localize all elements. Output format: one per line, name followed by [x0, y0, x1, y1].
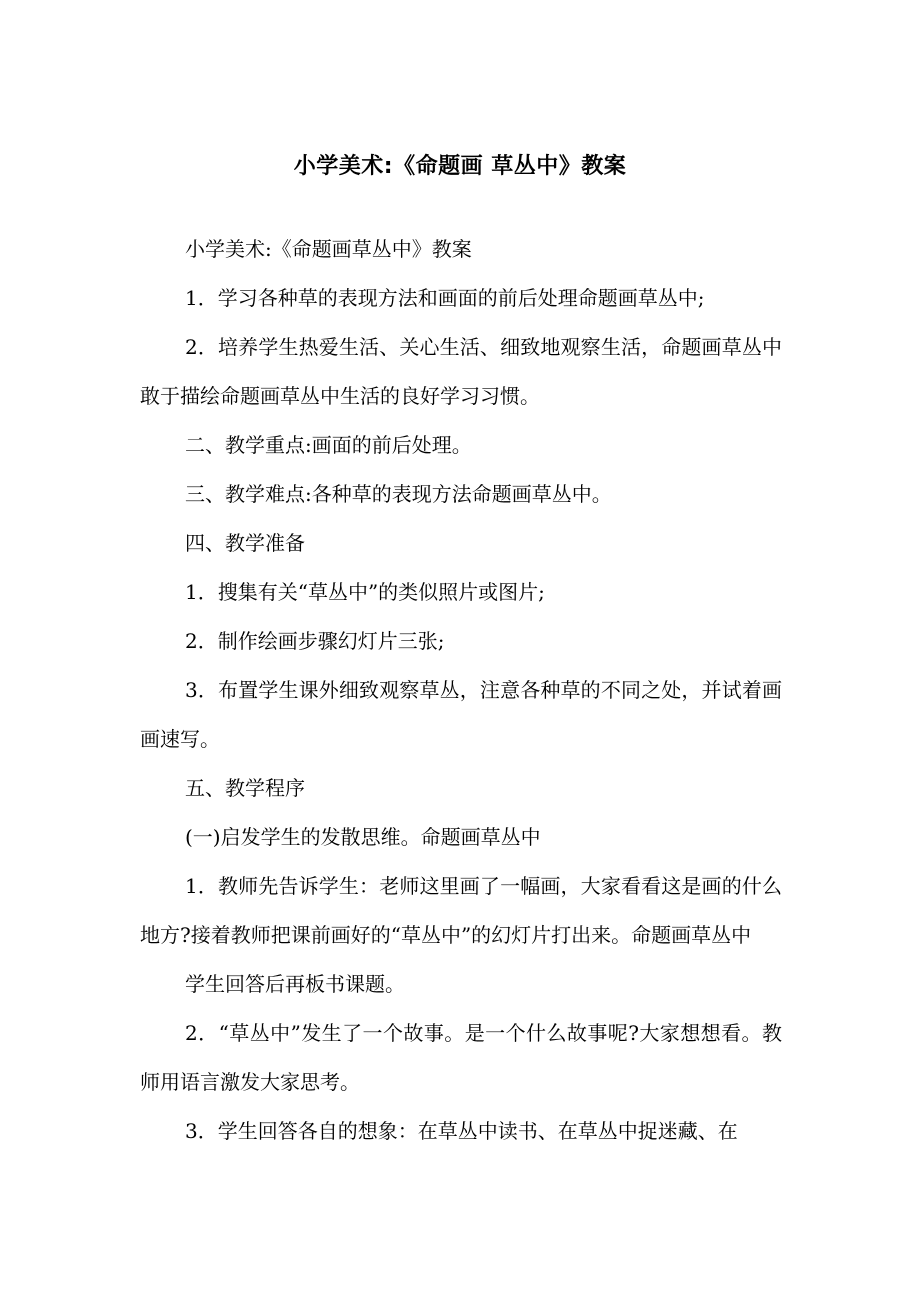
paragraph: 2．制作绘画步骤幻灯片三张;	[185, 629, 445, 653]
paragraph: 小学美术:《命题画草丛中》教案	[185, 237, 472, 261]
paragraph: 1．学习各种草的表现方法和画面的前后处理命题画草丛中;	[185, 286, 705, 310]
paragraph: 五、教学程序	[185, 776, 305, 800]
paragraph: 3．布置学生课外细致观察草丛，注意各种草的不同之处，并试着画画速写。	[140, 678, 782, 751]
paragraph: (一)启发学生的发散思维。命题画草丛中	[185, 825, 541, 849]
paragraph: 1．教师先告诉学生：老师这里画了一幅画，大家看看这是画的什么地方?接着教师把课前画好的“草丛中”的幻灯片打出来。命题画草丛中	[140, 874, 782, 947]
paragraph: 2．培养学生热爱生活、关心生活、细致地观察生活，命题画草丛中敢于描绘命题画草丛中生活的良好学习习惯。	[140, 335, 782, 408]
document-body	[140, 225, 782, 1156]
paragraph: 1．搜集有关“草丛中”的类似照片或图片;	[185, 580, 545, 604]
paragraph: 学生回答后再板书课题。	[185, 972, 405, 996]
document-title: 小学美术:《命题画 草丛中》教案	[293, 154, 627, 179]
paragraph: 三、教学难点:各种草的表现方法命题画草丛中。	[185, 482, 612, 506]
paragraph: 3．学生回答各自的想象：在草丛中读书、在草丛中捉迷藏、在	[185, 1119, 738, 1143]
paragraph: 2．“草丛中”发生了一个故事。是一个什么故事呢?大家想想看。教师用语言激发大家思考。	[140, 1021, 782, 1094]
paragraph: 四、教学准备	[185, 531, 305, 555]
paragraph: 二、教学重点:画面的前后处理。	[185, 433, 472, 457]
